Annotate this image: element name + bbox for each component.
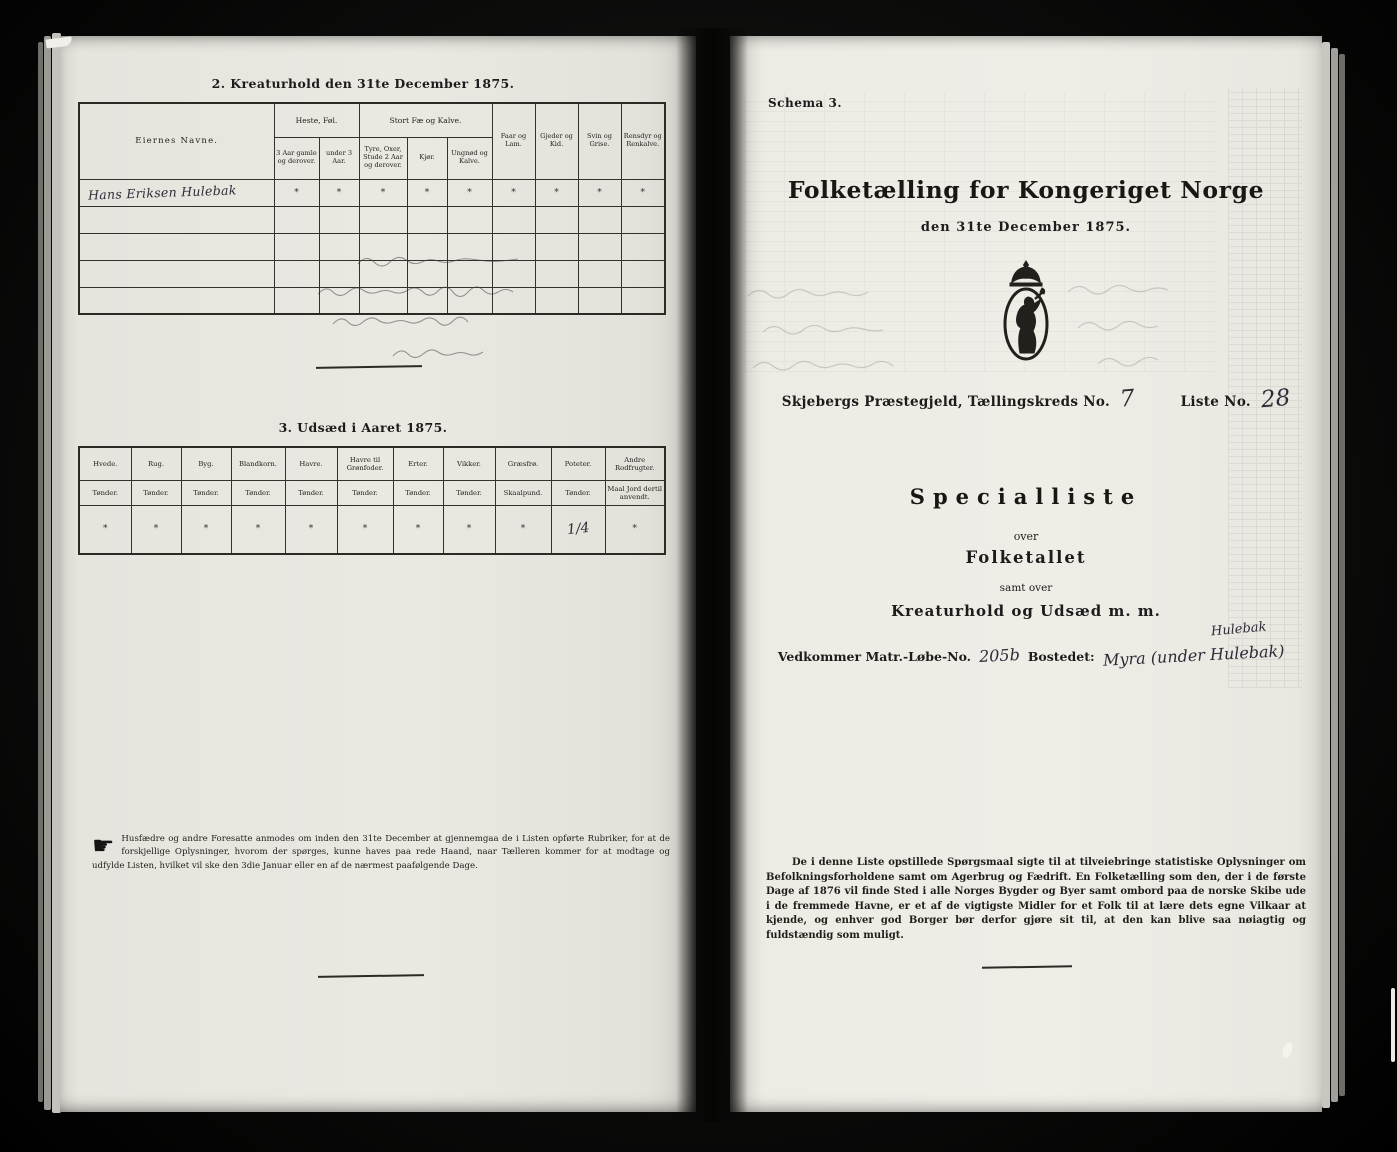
table-cell: * <box>337 506 393 554</box>
speciallist-heading: Specialliste <box>909 484 1143 509</box>
table-row <box>79 287 665 314</box>
col-label: Hvede. <box>80 448 131 481</box>
col-unit: Tønder. <box>143 489 169 497</box>
liste-number-handwritten: 28 <box>1259 384 1292 414</box>
census-district-number-handwritten: 7 <box>1118 385 1136 413</box>
table-cell <box>79 287 274 314</box>
table-cell <box>407 287 447 314</box>
table-cell: * <box>231 506 285 554</box>
table-cell: * <box>605 506 665 554</box>
subcol-cows: Kjør. <box>407 137 447 179</box>
table-cell <box>578 260 621 287</box>
table-cell <box>359 287 407 314</box>
table-cell: * <box>447 179 492 206</box>
table-row <box>79 506 665 554</box>
table-cell <box>359 206 407 233</box>
coat-of-arms-icon <box>730 260 1322 368</box>
handwritten-stroke <box>316 365 422 369</box>
parish-line <box>770 386 1302 412</box>
speciallist-over: over <box>1013 530 1039 543</box>
col-label: Byg. <box>182 448 231 481</box>
matrikkel-line <box>760 641 1302 670</box>
subcol-horses-over3: 3 Aar gamle og derover. <box>274 137 319 179</box>
table-cell: * <box>285 506 337 554</box>
table-cell <box>447 260 492 287</box>
manicule-icon: ☛ <box>92 831 115 860</box>
col-peas <box>393 447 443 506</box>
potatoes-value-handwritten: 1/4 <box>565 520 591 539</box>
col-group-horses: Heste, Føl. <box>274 103 359 137</box>
table-cell <box>492 206 535 233</box>
schema-label: Schema 3. <box>768 96 843 110</box>
matr-number-handwritten: 205b <box>978 644 1021 667</box>
col-label: Rug. <box>132 448 181 481</box>
table-cell: * <box>274 179 319 206</box>
table-row <box>79 206 665 233</box>
table-cell <box>274 233 319 260</box>
table-cell <box>319 206 359 233</box>
bosted-value-handwritten: Myra (under Hulebak) <box>1102 641 1285 670</box>
table-cell: * <box>495 506 551 554</box>
explanatory-paragraph: De i denne Liste opstillede Spørgsmaal sigte til at tilveiebringe statistiske Oplysninger om Befolkningsforholdene samt om Agerbrug og Fædrift. En Folketælling som den, der i de første Dage af 1876 vil finde Sted i alle Norges Bygder og Byer samt ombord paa de norske Skibe ude i de fremmede Havne, er et af de vigtigste Midler for et Folk til at lære dets egne Vilkaar at kjende, og enhver god Borger bør derfor gjøre sit til, at den kan blive saa nøiagtig og fuldstændig som muligt. <box>766 857 1306 941</box>
table-cell: * <box>359 179 407 206</box>
table-cell <box>407 233 447 260</box>
parish-prefix: Skjebergs Præstegjeld, Tællingskreds No. <box>781 394 1110 410</box>
handwritten-stroke <box>318 974 424 978</box>
table-cell <box>274 260 319 287</box>
table-cell <box>621 206 665 233</box>
left-page <box>60 36 696 1112</box>
col-potatoes <box>551 447 605 506</box>
seed-table-title: 3. Udsæd i Aaret 1875. <box>278 420 448 435</box>
table-cell <box>492 260 535 287</box>
col-reindeer: Rensdyr og Renkalve. <box>621 103 665 179</box>
table-cell: * <box>181 506 231 554</box>
livestock-table-title: 2. Kreaturhold den 31te December 1875. <box>211 76 515 91</box>
table-cell: * <box>393 506 443 554</box>
col-unit: Tønder. <box>298 489 324 497</box>
subcol-horses-under3: under 3 Aar. <box>319 137 359 179</box>
speciallist-kreaturhold: Kreaturhold og Udsæd m. m. <box>891 602 1161 620</box>
subcol-bulls-oxen: Tyre, Oxer, Stude 2 Aar og derover. <box>359 137 407 179</box>
scan-artifact-edge <box>1391 988 1395 1062</box>
table-cell <box>621 287 665 314</box>
table-cell <box>535 206 578 233</box>
table-cell <box>359 260 407 287</box>
bosted-label: Bostedet: <box>1027 649 1095 664</box>
col-label: Erter. <box>394 448 443 481</box>
col-mixed-grain <box>231 447 285 506</box>
table-cell: * <box>578 179 621 206</box>
page-edge-stack-right-1 <box>1322 42 1330 1108</box>
table-cell: * <box>535 179 578 206</box>
col-group-cattle: Stort Fæ og Kalve. <box>359 103 492 137</box>
right-page <box>730 36 1322 1112</box>
table-cell <box>79 233 274 260</box>
seed-table <box>78 446 666 555</box>
table-cell <box>551 506 605 554</box>
col-root-crops <box>605 447 665 506</box>
farm-name-handwritten: Hulebak <box>1210 619 1268 640</box>
page-edge-stack-left-2 <box>44 36 51 1110</box>
col-unit: Tønder. <box>92 489 118 497</box>
page-edge-stack-left-1 <box>38 42 43 1102</box>
table-cell <box>274 287 319 314</box>
table-cell <box>535 260 578 287</box>
col-goats: Gjeder og Kid. <box>535 103 578 179</box>
col-unit: Tønder. <box>193 489 219 497</box>
table-cell <box>447 233 492 260</box>
col-oats-fodder <box>337 447 393 506</box>
col-unit: Tønder. <box>352 489 378 497</box>
table-row <box>79 260 665 287</box>
col-pigs: Svin og Grise. <box>578 103 621 179</box>
table-cell: * <box>407 179 447 206</box>
table-cell: * <box>443 506 495 554</box>
table-cell <box>319 260 359 287</box>
instruction-footnote <box>92 833 670 873</box>
col-barley <box>181 447 231 506</box>
col-label: Havre til Grønfoder. <box>338 448 393 481</box>
livestock-table <box>78 102 666 315</box>
col-label: Græsfrø. <box>496 448 551 481</box>
table-cell <box>578 233 621 260</box>
table-cell <box>447 287 492 314</box>
owner-name-handwritten: Hans Eriksen Hulebak <box>87 182 237 203</box>
col-sheep: Faar og Lam. <box>492 103 535 179</box>
table-cell <box>535 287 578 314</box>
col-label: Havre. <box>286 448 337 481</box>
table-cell <box>79 206 274 233</box>
col-unit: Tønder. <box>245 489 271 497</box>
col-rye <box>131 447 181 506</box>
col-unit: Skaalpund. <box>503 489 543 497</box>
table-cell <box>535 233 578 260</box>
table-cell: * <box>319 179 359 206</box>
table-cell: * <box>492 179 535 206</box>
handwritten-stroke <box>982 965 1072 969</box>
col-label: Andre Rodfrugter. <box>606 448 665 481</box>
col-label: Blandkorn. <box>232 448 285 481</box>
col-unit: Tønder. <box>405 489 431 497</box>
col-unit: Tønder. <box>456 489 482 497</box>
col-grass-seed <box>495 447 551 506</box>
matr-label: Vedkommer Matr.-Løbe-No. <box>777 649 972 664</box>
footnote-text: Husfædre og andre Foresatte anmodes om inden den 31te December at gjennemgaa de i Listen opførte Rubriker, for at de forskjellige Oplysninger, hvorom der spørges, kunne haves paa rede Haand, naar Tælleren kommer for at modtage og udfylde Listen, hvilket vil ske den 3die Januar eller en af de nærmest paafølgende Dage. <box>92 834 670 871</box>
table-cell <box>407 260 447 287</box>
col-oats <box>285 447 337 506</box>
page-edge-stack-right-3 <box>1339 54 1345 1096</box>
col-owner-header: Eiernes Navne. <box>79 103 274 179</box>
table-cell: * <box>131 506 181 554</box>
col-unit: Tønder. <box>565 489 591 497</box>
table-cell <box>492 287 535 314</box>
table-cell <box>319 233 359 260</box>
table-cell <box>578 287 621 314</box>
table-cell: * <box>79 506 131 554</box>
col-label: Poteter. <box>552 448 605 481</box>
table-cell <box>621 233 665 260</box>
col-vetches <box>443 447 495 506</box>
liste-label: Liste No. <box>1180 394 1251 410</box>
table-cell <box>319 287 359 314</box>
table-cell <box>578 206 621 233</box>
table-cell <box>79 179 274 206</box>
table-cell <box>359 233 407 260</box>
page-title: Folketælling for Kongeriget Norge <box>787 176 1265 204</box>
subcol-young-cattle: Ungnød og Kalve. <box>447 137 492 179</box>
col-unit: Maal Jord dertil anvendt. <box>607 485 663 501</box>
table-cell <box>274 206 319 233</box>
table-cell <box>447 206 492 233</box>
table-cell <box>79 260 274 287</box>
speciallist-folketallet: Folketallet <box>965 548 1087 567</box>
page-edge-stack-right-2 <box>1331 48 1338 1102</box>
table-cell <box>407 206 447 233</box>
table-row <box>79 233 665 260</box>
table-row <box>79 179 665 206</box>
table-cell <box>621 260 665 287</box>
table-cell: * <box>621 179 665 206</box>
col-wheat <box>79 447 131 506</box>
col-label: Vikker. <box>444 448 495 481</box>
speciallist-samt-over: samt over <box>999 582 1053 594</box>
page-subtitle: den 31te December 1875. <box>920 220 1132 235</box>
table-cell <box>492 233 535 260</box>
